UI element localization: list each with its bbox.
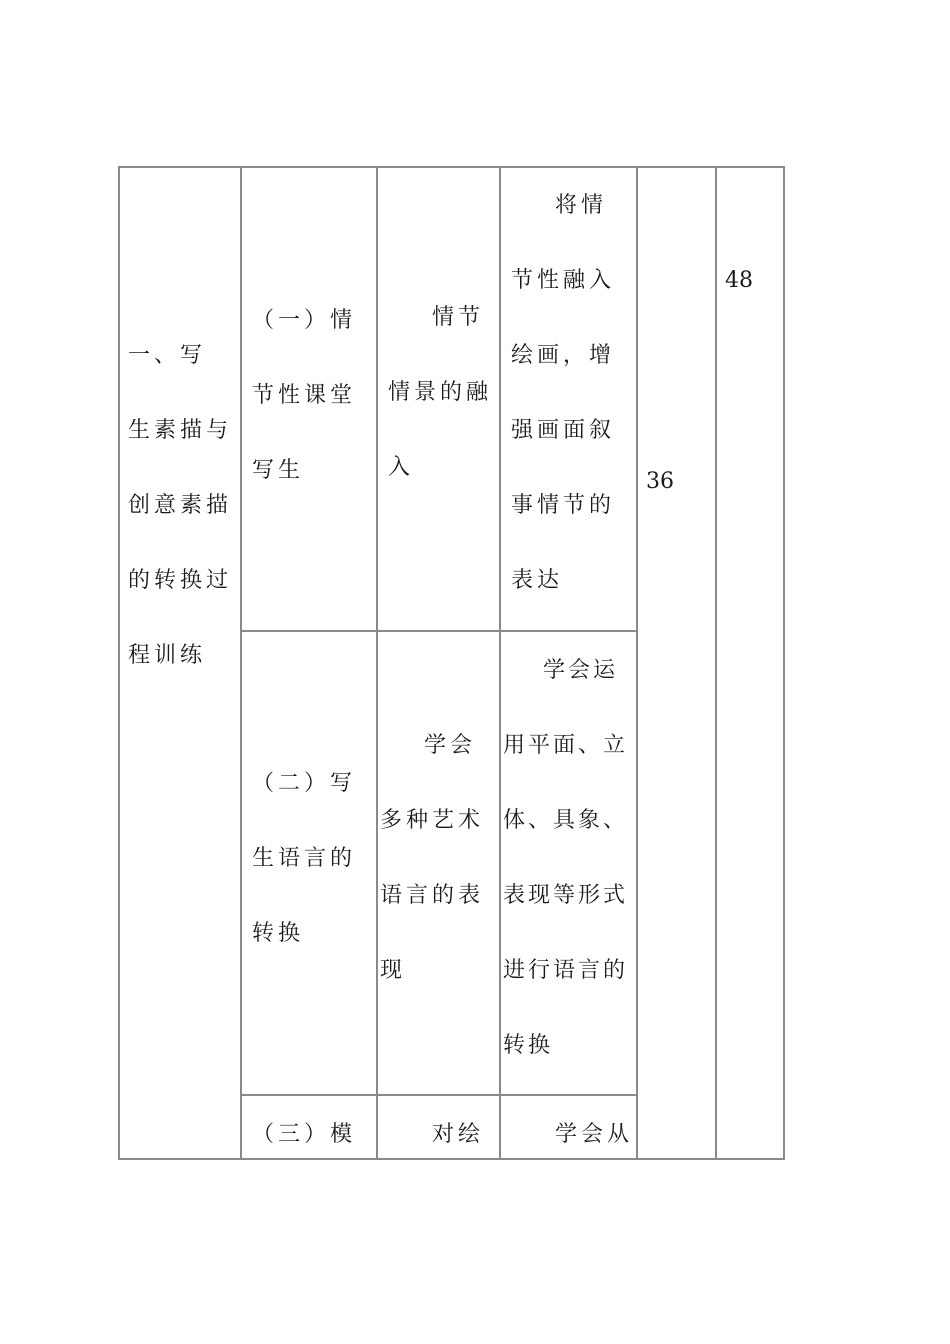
table-border-right bbox=[783, 166, 785, 1160]
text-line: 对绘 bbox=[388, 1122, 484, 1147]
text-line: （三）模 bbox=[252, 1122, 357, 1147]
text-line: 生素描与 bbox=[128, 418, 233, 443]
row3-content-cell bbox=[388, 1097, 484, 1172]
row2-section-cell bbox=[252, 746, 356, 971]
text-line: 节性课堂 bbox=[252, 383, 357, 408]
table-row-divider-1 bbox=[240, 630, 638, 632]
text-line: 情景的融 bbox=[388, 380, 493, 405]
hours-b-cell: 48 bbox=[725, 268, 753, 293]
text-line: 用平面、立 bbox=[503, 733, 629, 758]
text-line: 语言的表 bbox=[380, 883, 485, 908]
text-line: 现 bbox=[380, 958, 407, 983]
text-line: 将情 bbox=[511, 193, 607, 218]
row1-goal-cell bbox=[511, 168, 615, 618]
text-line: 节性融入 bbox=[511, 268, 616, 293]
row1-content-cell bbox=[388, 280, 492, 505]
table-border-top bbox=[118, 166, 785, 168]
module-title-cell bbox=[128, 318, 232, 693]
row3-section-cell bbox=[252, 1097, 356, 1172]
text-line: 进行语言的 bbox=[503, 958, 629, 983]
text-line: 情节 bbox=[388, 305, 484, 330]
table-border-left bbox=[118, 166, 120, 1160]
row2-content-cell bbox=[380, 708, 484, 1008]
text-line: 事情节的 bbox=[511, 493, 616, 518]
text-line: 一、写 bbox=[128, 343, 207, 368]
row1-section-cell bbox=[252, 283, 356, 508]
table-row-divider-2 bbox=[240, 1094, 638, 1096]
text-line: 强画面叙 bbox=[511, 418, 616, 443]
table-col-divider-1 bbox=[240, 166, 242, 1160]
text-line: 学会运 bbox=[503, 658, 618, 683]
text-line: 程训练 bbox=[128, 643, 207, 668]
text-line: 多种艺术 bbox=[380, 808, 485, 833]
text-line: 写生 bbox=[252, 458, 305, 483]
text-line: 入 bbox=[388, 455, 415, 480]
table-col-divider-5 bbox=[715, 166, 717, 1160]
text-line: 转换 bbox=[252, 921, 305, 946]
text-line: 表达 bbox=[511, 568, 564, 593]
text-line: 创意素描 bbox=[128, 493, 233, 518]
text-line: 体、具象、 bbox=[503, 808, 629, 833]
table-col-divider-4 bbox=[636, 166, 638, 1160]
table-col-divider-3 bbox=[499, 166, 501, 1160]
row2-goal-cell bbox=[503, 633, 628, 1083]
row3-goal-cell bbox=[511, 1097, 633, 1172]
text-line: 表现等形式 bbox=[503, 883, 629, 908]
hours-a-cell: 36 bbox=[646, 469, 674, 494]
text-line: 转换 bbox=[503, 1033, 554, 1058]
text-line: 的转换过 bbox=[128, 568, 233, 593]
table-col-divider-2 bbox=[376, 166, 378, 1160]
text-line: 生语言的 bbox=[252, 846, 357, 871]
text-line: 绘画，增 bbox=[511, 343, 616, 368]
text-line: （一）情 bbox=[252, 308, 357, 333]
text-line: （二）写 bbox=[252, 771, 357, 796]
text-line: 学会从 bbox=[511, 1122, 633, 1147]
text-line: 学会 bbox=[380, 733, 476, 758]
